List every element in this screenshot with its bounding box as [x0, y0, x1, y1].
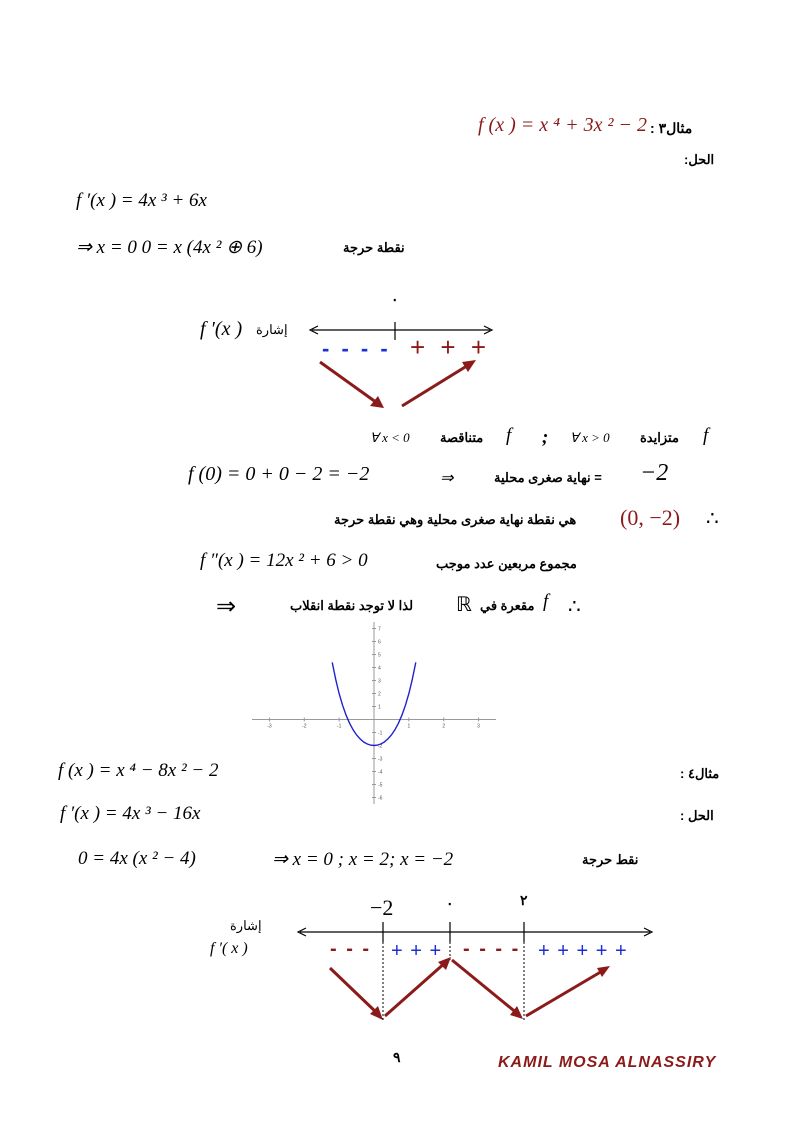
x-tick-label: 1: [407, 723, 411, 730]
tick-0-label: ٠: [446, 897, 454, 912]
example4-label: مثال٤ :: [680, 766, 720, 781]
local-min-value: −2: [640, 460, 669, 486]
positive-note: مجموع مربعين عدد موجب: [436, 556, 577, 571]
example4-critical-equation: 0 = 4x (x ² − 4): [78, 848, 196, 869]
sign-function-ex4: f ′( x ): [210, 940, 248, 957]
therefore-symbol: ∴: [706, 508, 719, 530]
tick-neg2-label: −2: [370, 895, 394, 920]
separator: ;: [542, 427, 549, 448]
implies-arrow: ⇒: [440, 470, 454, 487]
example3-function: f (x ) = x ⁴ + 3x ² − 2: [478, 114, 647, 136]
concave-label: مقعرة في: [480, 598, 535, 613]
example3-critical-label: نقطة حرجة: [343, 240, 405, 255]
second-derivative: f ″(x ) = 12x ² + 6 > 0: [200, 550, 368, 571]
example4-function: f (x ) = x ⁴ − 8x ² − 2: [58, 760, 219, 781]
positive-sign: + + +: [410, 332, 490, 362]
example4-critical-label: نقط حرجة: [582, 852, 639, 867]
y-tick-label: -1: [378, 730, 383, 737]
sign-pos-2: + + + + +: [538, 940, 628, 962]
y-tick-label: 5: [378, 652, 381, 659]
example3-label: مثال٣ :: [650, 120, 693, 136]
increasing-label: متزايدة: [640, 430, 679, 445]
negative-sign: - - - -: [322, 336, 391, 361]
critical-point: (0, −2): [620, 505, 681, 530]
y-tick-label: 2: [378, 691, 381, 698]
tick-2-label: ٢: [520, 894, 528, 909]
x-tick-label: 3: [477, 723, 480, 730]
reals-symbol: ℝ: [456, 594, 472, 616]
y-tick-label: -3: [378, 756, 383, 763]
local-min-label: = نهاية صغرى محلية: [494, 470, 602, 485]
sign-neg-2: - - - -: [463, 938, 521, 960]
example3-critical-equation: ⇒ x = 0 0 = x (4x ² ⊕ 6): [76, 237, 263, 258]
y-tick-label: 4: [378, 665, 381, 672]
no-inflection-label: لذا لا توجد نقطة انقلاب: [290, 598, 414, 613]
example4-solution-label: الحل :: [680, 808, 714, 823]
y-tick-label: 1: [378, 704, 381, 711]
decreasing-condition: ∀ x < 0: [370, 430, 410, 445]
sign-neg-1: - - -: [330, 938, 372, 960]
sign-label: إشارة: [256, 322, 288, 337]
y-tick-label: -5: [378, 782, 383, 789]
x-tick-label: -3: [267, 723, 272, 730]
author-name: KAMIL MOSA ALNASSIRY: [498, 1054, 717, 1071]
x-tick-label: -2: [302, 723, 307, 730]
point-description: هي نقطة نهاية صغرى محلية وهي نقطة حرجة: [334, 512, 577, 527]
example4-derivative: f ′(x ) = 4x ³ − 16x: [60, 803, 201, 824]
y-tick-label: -6: [378, 795, 383, 802]
f-symbol-inc: f: [703, 425, 709, 446]
example4-critical-solutions: ⇒ x = 0 ; x = 2; x = −2: [272, 849, 454, 870]
f-symbol-dec: f: [506, 425, 512, 446]
sign-label-ex4: إشارة: [230, 918, 262, 933]
zero-tick-label: ٠: [391, 293, 399, 308]
page-number: ٩: [393, 1051, 401, 1066]
f-symbol-concave: f: [543, 591, 549, 612]
decreasing-label: متناقصة: [440, 430, 484, 445]
example3-solution-label: الحل:: [684, 152, 715, 167]
y-tick-label: 7: [378, 626, 381, 633]
increasing-condition: ∀ x > 0: [570, 430, 610, 445]
therefore-symbol-2: ∴: [568, 596, 581, 618]
x-tick-label: 2: [442, 723, 446, 730]
concave-implies: ⇒: [216, 594, 237, 620]
y-tick-label: 3: [378, 678, 381, 685]
y-tick-label: -2: [378, 743, 383, 750]
y-tick-label: 6: [378, 639, 381, 646]
example3-derivative: f ′(x ) = 4x ³ + 6x: [76, 190, 207, 211]
x-tick-label: -1: [336, 723, 342, 730]
y-tick-label: -4: [378, 769, 383, 776]
sign-pos-1: + + +: [391, 940, 443, 962]
sign-function: f ′(x ): [200, 318, 243, 340]
f-at-zero: f (0) = 0 + 0 − 2 = −2: [188, 463, 370, 485]
